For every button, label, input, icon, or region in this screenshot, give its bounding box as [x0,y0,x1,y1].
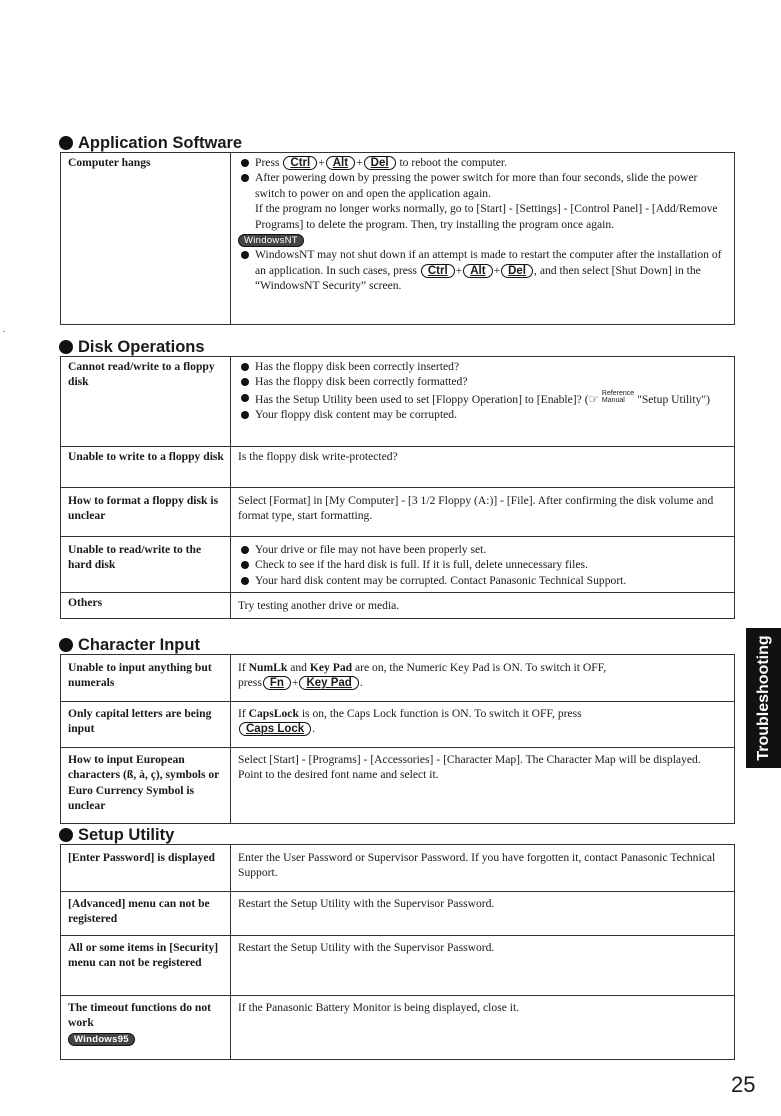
paragraph: If the program no longer works normally, go to [Start] - [Settings] - [Control Panel] - [Add/Remove Programs] to delete the program. Then, try installing the program once again. [255,202,718,231]
bullet-icon [59,828,73,842]
solution-cell: If NumLk and Key Pad are on, the Numeric Key Pad is ON. To switch it OFF, press Fn + Key Pad . [231,655,735,702]
page-number: 25 [731,1072,756,1097]
list-item: After powering down by pressing the power switch for more than four seconds, slide the power switch to power on and open the application again. [238,170,728,201]
problem-cell: [Enter Password] is displayed [61,845,231,892]
problem-cell: Only capital letters are being input [61,702,231,748]
solution-cell: Is the floppy disk write-protected? [231,447,735,488]
margin-mark [3,331,5,332]
problem-cell: [Advanced] menu can not be registered [61,892,231,936]
list-item: Check to see if the hard disk is full. If it is full, delete unnecessary files. [238,557,728,572]
table-row [61,153,735,325]
pointing-hand-icon: ☞ [588,392,599,406]
problem-cell: Unable to write to a floppy disk [61,447,231,488]
table-row [61,447,735,488]
problem-cell: Unable to read/write to the hard disk [61,537,231,593]
troubleshooting-table [60,844,735,1060]
solution-cell: If CapsLock is on, the Caps Lock function is ON. To switch it OFF, press Caps Lock . [231,702,735,748]
section-character-input [57,636,737,813]
section-application-software [57,134,737,293]
bullet-icon [59,340,73,354]
bullet-icon [59,136,73,150]
table-row [61,655,735,702]
problem-cell: The timeout functions do not work Windows95 [61,996,231,1060]
ctrl-key: Ctrl [421,264,455,278]
troubleshooting-table [60,152,735,325]
table-row [61,748,735,824]
key-pad-key: Key Pad [299,676,358,690]
problem-cell: Unable to input anything but numerals [61,655,231,702]
section-disk-operations [57,338,737,612]
del-key: Del [364,156,396,170]
troubleshooting-table [60,356,735,619]
solution-cell: Try testing another drive or media. [231,593,735,619]
problem-cell: Cannot read/write to a floppy disk [61,357,231,447]
alt-key: Alt [463,264,492,278]
list-item: Your floppy disk content may be corrupted. [238,407,728,422]
table-row [61,845,735,892]
del-key: Del [501,264,533,278]
windows-nt-badge-icon: WindowsNT [238,234,304,247]
solution-cell [231,537,735,593]
problem-cell: Others [61,593,231,619]
alt-key: Alt [326,156,355,170]
section-title: Application Software [57,134,737,152]
list-item: WindowsNT may not shut down if an attempt is made to restart the computer after the installation of an application. In such cases, press Ctrl + Alt + Del , and then select [Shut Down] in the “WindowsNT Security” screen. [238,247,728,293]
ctrl-key: Ctrl [283,156,317,170]
table-row [61,892,735,936]
side-tab-troubleshooting: Troubleshooting [746,628,781,768]
problem-cell: All or some items in [Security] menu can not be registered [61,936,231,996]
solution-cell: Restart the Setup Utility with the Supervisor Password. [231,936,735,996]
solution-cell: If the Panasonic Battery Monitor is being displayed, close it. [231,996,735,1060]
list-item: Press Ctrl + Alt + Del to reboot the computer. [238,155,728,170]
table-row [61,537,735,593]
solution-cell: Enter the User Password or Supervisor Password. If you have forgotten it, contact Panasonic Technical Support. [231,845,735,892]
problem-cell: How to input European characters (ß, à, ç), symbols or Euro Currency Symbol is unclear [61,748,231,824]
section-title: Disk Operations [57,338,737,356]
caps-lock-key: Caps Lock [239,722,311,736]
problem-cell: How to format a floppy disk is unclear [61,488,231,537]
list-item: Has the floppy disk been correctly inserted? [238,359,728,374]
table-row [61,357,735,447]
solution-cell: Select [Start] - [Programs] - [Accessories] - [Character Map]. The Character Map will be displayed. Point to the desired font name and select it. [231,748,735,824]
table-row [61,488,735,537]
windows-95-badge-icon: Windows95 [68,1033,135,1046]
section-title: Character Input [57,636,737,654]
reference-manual-icon: Reference Manual [601,389,635,404]
solution-cell: Select [Format] in [My Computer] - [3 1/2 Floppy (A:)] - [File]. After confirming the disk volume and format type, start formatting. [231,488,735,537]
fn-key: Fn [263,676,291,690]
list-item: Has the floppy disk been correctly formatted? [238,374,728,389]
table-row [61,593,735,619]
solution-cell: Restart the Setup Utility with the Supervisor Password. [231,892,735,936]
troubleshooting-table [60,654,735,824]
list-item: Has the Setup Utility been used to set [Floppy Operation] to [Enable]? (☞ Reference Manual "Setup Utility") [238,390,728,407]
solution-cell [231,357,735,447]
os-badge-row [238,232,728,247]
table-row [61,996,735,1060]
solution-cell [231,153,735,325]
section-setup-utility [57,826,737,1045]
list-item: Your drive or file may not have been properly set. [238,542,728,557]
section-title: Setup Utility [57,826,737,844]
list-item: Your hard disk content may be corrupted. Contact Panasonic Technical Support. [238,573,728,588]
problem-cell: Computer hangs [61,153,231,325]
bullet-icon [59,638,73,652]
table-row [61,702,735,748]
table-row [61,936,735,996]
